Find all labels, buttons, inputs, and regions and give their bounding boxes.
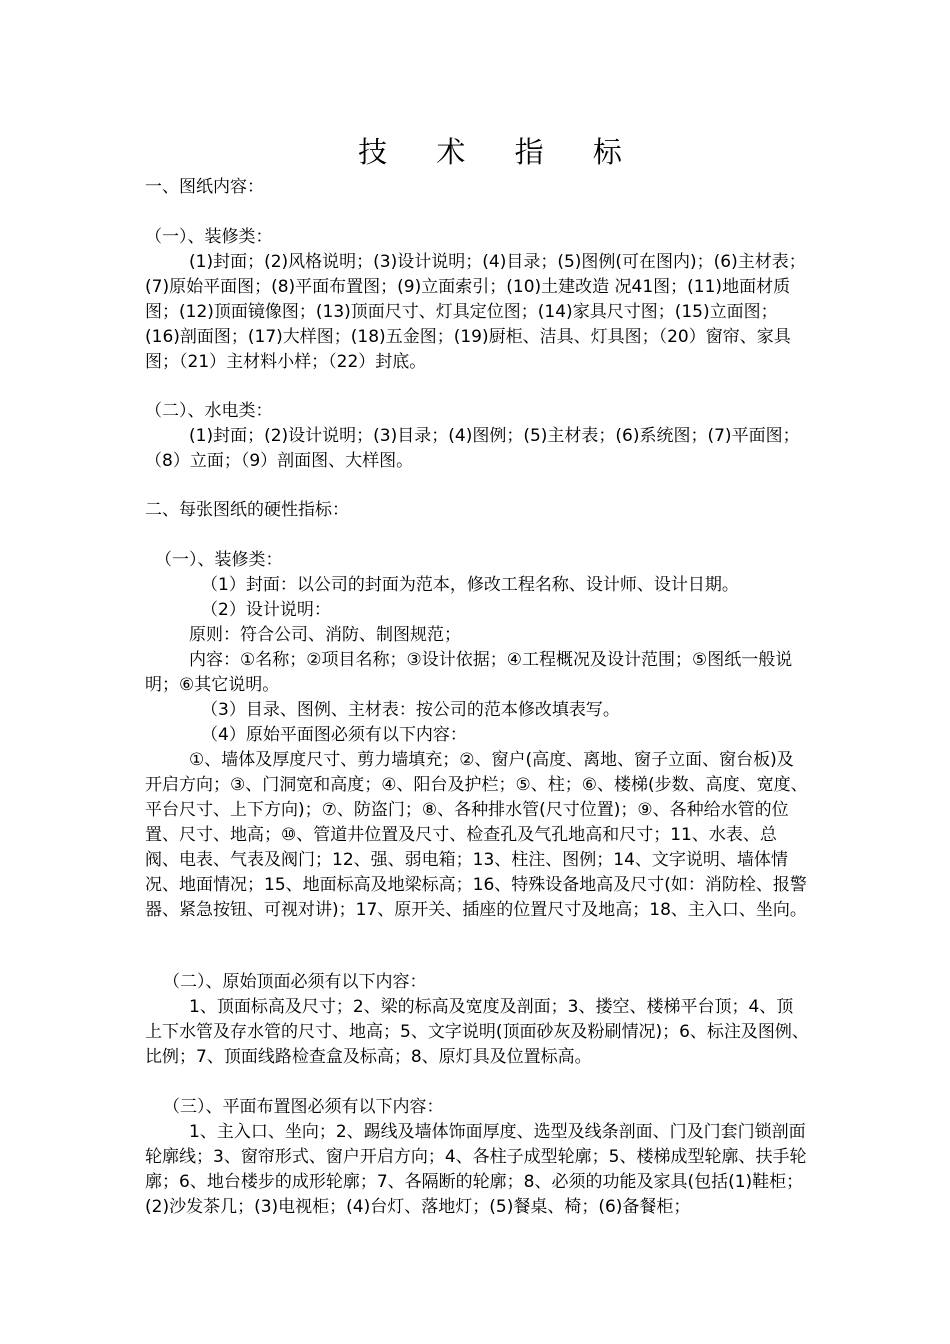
section2-item4: （4）原始平面图必须有以下内容： bbox=[201, 725, 467, 745]
section2-heading: 二、每张图纸的硬性指标： bbox=[145, 500, 349, 520]
section2-item1: （1）封面：以公司的封面为范本，修改工程名称、设计师、设计日期。 bbox=[201, 575, 739, 595]
section2-content: 内容：①名称；②项目名称；③设计依据；④工程概况及设计范围；⑤图纸一般说明；⑥其它说明。 bbox=[145, 650, 793, 695]
section1-sub1-heading: （一）、装修类： bbox=[145, 227, 273, 247]
section2-sub2 bbox=[145, 970, 810, 1070]
section1-sub1 bbox=[145, 225, 810, 375]
section2-sub1-heading: （一）、装修类： bbox=[155, 550, 283, 570]
section2-item3: （3）目录、图例、主材表：按公司的范本修改填表写。 bbox=[201, 700, 620, 720]
section2-sub2-heading: （二）、原始顶面必须有以下内容： bbox=[163, 972, 427, 992]
page-title: 技 术 指 标 bbox=[358, 135, 642, 169]
section2-item4-body: ①、墙体及厚度尺寸、剪力墙填充；②、窗户(高度、离地、窗子立面、窗台板)及开启方向；③、门洞宽和高度；④、阳台及护栏；⑤、柱；⑥、楼梯(步数、高度、宽度、平台尺寸、上下方向)；⑦、防盗门；⑧、各种排水管(尺寸位置)；⑨、各种给水管的位置、尺寸、地高；⑩、管道井位置及尺寸、检查孔及气孔地高和尺寸；11、水表、总阀、电表、气表及阀门；12、强、弱电箱；13、柱注、图例；14、文字说明、墙体情况、地面情况；15、地面标高及地梁标高；16、特殊设备地高及尺寸(如：消防栓、报警器、紧急按钮、可视对讲)；17、原开关、插座的位置尺寸及地高；18、主入口、坐向。 bbox=[145, 750, 808, 920]
section1-sub2-body: (1)封面；(2)设计说明；(3)目录；(4)图例；(5)主材表；(6)系统图；(7)平面图；（8）立面；（9）剖面图、大样图。 bbox=[145, 426, 800, 471]
section2-sub1 bbox=[145, 548, 810, 923]
section1-sub2 bbox=[145, 399, 810, 474]
section2-sub3-body: 1、主入口、坐向；2、踢线及墙体饰面厚度、选型及线条剖面、门及门套门锁剖面轮廓线；3、窗帘形式、窗户开启方向；4、各柱子成型轮廓；5、楼梯成型轮廓、扶手轮廓；6、地台楼步的成形轮廓；7、各隔断的轮廓；8、必须的功能及家具(包括(1)鞋柜；(2)沙发茶几；(3)电视柜；(4)台灯、落地灯；(5)餐桌、椅；(6)备餐柜； bbox=[145, 1122, 807, 1217]
section2-sub2-body: 1、顶面标高及尺寸；2、梁的标高及宽度及剖面；3、搂空、楼梯平台顶；4、顶上下水管及存水管的尺寸、地高；5、文字说明(顶面砂灰及粉刷情况)；6、标注及图例、比例；7、顶面线路检查盒及标高；8、原灯具及位置标高。 bbox=[145, 997, 809, 1067]
section1-sub1-body: (1)封面；(2)风格说明；(3)设计说明；(4)目录；(5)图例(可在图内)；(6)主材表；(7)原始平面图；(8)平面布置图；(9)立面索引；(10)土建改造 况41图；(11)地面材质图；(12)顶面镜像图；(13)顶面尺寸、灯具定位图；(14)家具尺寸图；(15)立面图；(16)剖面图；(17)大样图；(18)五金图；(19)厨柜、洁具、灯具图；（20）窗帘、家具图；（21）主材料小样；（22）封底。 bbox=[145, 252, 806, 372]
section2-sub3-heading: （三）、平面布置图必须有以下内容： bbox=[163, 1097, 444, 1117]
section2-principle: 原则：符合公司、消防、制图规范； bbox=[189, 625, 461, 645]
section1-heading: 一、图纸内容： bbox=[145, 177, 264, 197]
section2-sub3 bbox=[145, 1095, 810, 1220]
section1-sub2-heading: （二）、水电类： bbox=[145, 401, 273, 421]
section2-item2: （2）设计说明： bbox=[201, 600, 331, 620]
